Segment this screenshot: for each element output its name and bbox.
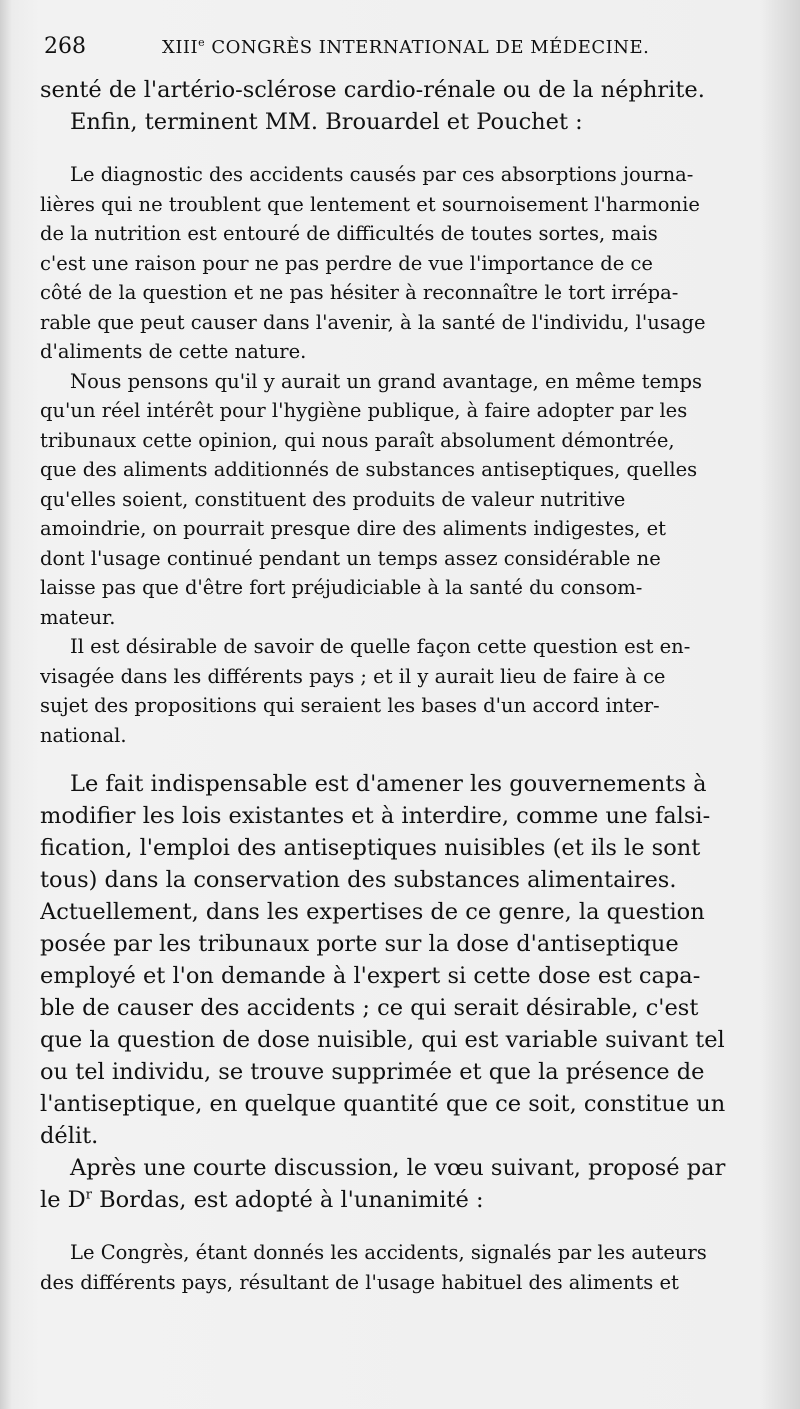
main-paragraph-2 [40,1152,760,1216]
text-line: Après une courte discussion, le vœu suivant, proposé par [70,1155,726,1181]
text-line: l'antiseptique, en quelque quantité que ce soit, constitue un [40,1091,726,1117]
text-line: Le fait indispensable est d'amener les gouvernements à [70,771,707,797]
text-line: qu'elles soient, constituent des produits de valeur nutritive [40,487,626,511]
text-line: tribunaux cette opinion, qui nous paraît absolument démontrée, [40,428,675,452]
quote-paragraph-3 [40,632,760,750]
text-line: que des aliments additionnés de substances antiseptiques, quelles [40,458,698,481]
quote-paragraph-1 [40,160,760,367]
text-line: d'aliments de cette nature. [40,340,307,363]
text-line: qu'un réel intérêt pour l'hygiène publique, à faire adopter par les [40,399,688,422]
text-line: laisse pas que d'être fort préjudiciable à la santé du consom- [40,576,643,599]
quote-paragraph-4 [40,1238,760,1297]
doctor-abbrev: le D [40,1187,86,1213]
text-line: ou tel individu, se trouve supprimée et que la présence de [40,1059,705,1085]
text-line: posée par les tribunaux porte sur la dose d'antiseptique [40,931,679,957]
text-line: Il est désirable de savoir de quelle façon cette question est en- [70,635,691,658]
page-body [40,74,760,1297]
quote-paragraph-2 [40,367,760,633]
text-line: délit. [40,1123,99,1149]
main-paragraph-1 [40,768,760,1152]
text-line: mateur. [40,605,116,629]
running-head [44,34,760,74]
text-line: lières qui ne troublent que lentement et sournoisement l'harmonie [40,192,700,216]
text-line: Le Congrès, étant donnés les accidents, signalés par les auteurs [70,1241,707,1264]
text-line: senté de l'artério-sclérose cardio-rénale ou de la néphrite. [40,77,705,103]
text-line: Nous pensons qu'il y aurait un grand avantage, en même temps [70,369,702,393]
text-line: national. [40,723,127,747]
text-line: rable que peut causer dans l'avenir, à la santé de l'individu, l'usage [40,310,706,334]
text-line: Le diagnostic des accidents causés par ces absorptions journa- [70,163,694,186]
text-line: visagée dans les différents pays ; et il y aurait lieu de faire à ce [40,664,666,688]
intro-paragraph [40,74,760,138]
text-line: Enfin, terminent MM. Brouardel et Pouchet : [70,109,583,135]
text-line-rest: Bordas, est adopté à l'unanimité : [91,1187,484,1213]
running-title-sup: e [198,36,206,49]
text-line: employé et l'on demande à l'expert si cette dose est capa- [40,963,701,989]
text-line: sujet des propositions qui seraient les bases d'un accord inter- [40,694,660,717]
text-line [40,1184,760,1216]
text-line: que la question de dose nuisible, qui est variable suivant tel [40,1027,725,1053]
text-line: ble de causer des accidents ; ce qui serait désirable, c'est [40,995,699,1021]
running-title [162,37,649,58]
text-line: tous) dans la conservation des substances alimentaires. [40,867,677,893]
text-line: des différents pays, résultant de l'usage habituel des aliments et [40,1270,679,1294]
running-title-rest: CONGRÈS INTERNATIONAL DE MÉDECINE. [205,37,650,58]
page-number: 268 [44,34,86,59]
text-line: amoindrie, on pourrait presque dire des aliments indigestes, et [40,517,667,540]
text-line: de la nutrition est entouré de difficultés de toutes sortes, mais [40,222,658,245]
text-line: dont l'usage continué pendant un temps assez considérable ne [40,546,661,570]
text-line: modifier les lois existantes et à interdire, comme une falsi- [40,803,711,829]
running-title-prefix: XIII [162,37,199,58]
text-line: c'est une raison pour ne pas perdre de vue l'importance de ce [40,251,653,275]
doctor-abbrev-sup: r [85,1187,92,1203]
text-line: côté de la question et ne pas hésiter à reconnaître le tort irrépa- [40,281,679,304]
text-line: fication, l'emploi des antiseptiques nuisibles (et ils le sont [40,835,701,861]
text-line: Actuellement, dans les expertises de ce genre, la question [40,899,705,925]
